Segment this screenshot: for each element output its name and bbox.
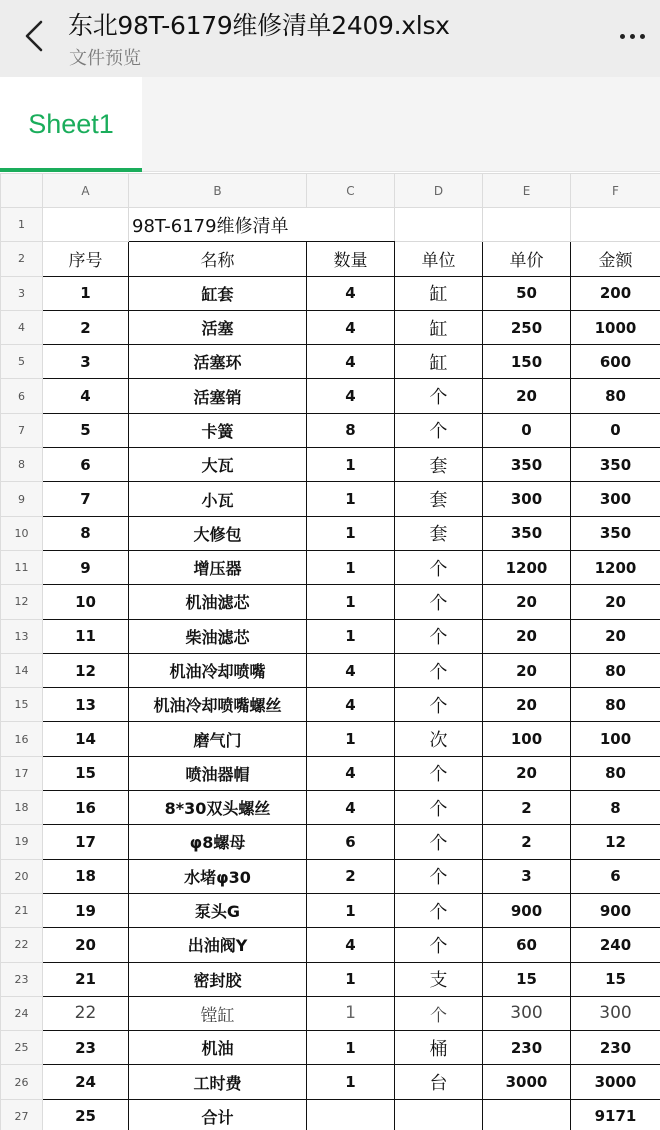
title-bar xyxy=(0,0,660,77)
row-number[interactable]: 15 xyxy=(1,688,43,722)
cell-name[interactable]: 缸套 xyxy=(129,276,307,310)
cell-name[interactable]: 镗缸 xyxy=(129,996,307,1030)
cell-name[interactable]: 活塞销 xyxy=(129,379,307,413)
cell-quantity[interactable]: 1 xyxy=(307,1031,395,1065)
cell-unit[interactable]: 缸 xyxy=(395,310,483,344)
cell-price[interactable]: 230 xyxy=(483,1031,571,1065)
cell-quantity[interactable]: 1 xyxy=(307,962,395,996)
table-row xyxy=(1,585,660,619)
cell-amount[interactable]: 20 xyxy=(571,619,660,653)
cell-amount[interactable]: 9171 xyxy=(571,1099,660,1130)
table-row xyxy=(1,413,660,447)
active-tab-indicator xyxy=(0,168,142,172)
row-number[interactable]: 7 xyxy=(1,413,43,447)
cell-name[interactable]: 大修包 xyxy=(129,516,307,550)
cell-unit[interactable]: 个 xyxy=(395,996,483,1030)
cell-name[interactable]: 机油冷却喷嘴 xyxy=(129,653,307,687)
cell-quantity[interactable]: 1 xyxy=(307,585,395,619)
cell-name[interactable]: 卡簧 xyxy=(129,413,307,447)
cell-quantity[interactable]: 1 xyxy=(307,482,395,516)
cell-index[interactable]: 10 xyxy=(43,585,129,619)
cell-index[interactable]: 20 xyxy=(43,928,129,962)
cell-amount[interactable]: 350 xyxy=(571,448,660,482)
back-button[interactable] xyxy=(14,14,54,58)
table-row xyxy=(1,208,660,242)
cell-amount[interactable]: 0 xyxy=(571,413,660,447)
cell-amount[interactable]: 300 xyxy=(571,482,660,516)
cell-f1[interactable] xyxy=(571,208,660,242)
cell-price[interactable]: 50 xyxy=(483,276,571,310)
cell-d1[interactable] xyxy=(395,208,483,242)
cell-price[interactable]: 900 xyxy=(483,893,571,927)
cell-index[interactable]: 19 xyxy=(43,893,129,927)
cell-name[interactable]: 大瓦 xyxy=(129,448,307,482)
row-number[interactable]: 22 xyxy=(1,928,43,962)
cell-unit[interactable]: 桶 xyxy=(395,1031,483,1065)
cell-name[interactable]: 8*30双头螺丝 xyxy=(129,791,307,825)
cell-quantity[interactable]: 8 xyxy=(307,413,395,447)
table-row xyxy=(1,1099,660,1130)
more-dot-icon xyxy=(640,34,645,39)
cell-price[interactable]: 250 xyxy=(483,310,571,344)
cell-quantity[interactable]: 1 xyxy=(307,996,395,1030)
cell-index[interactable]: 8 xyxy=(43,516,129,550)
cell-a1[interactable] xyxy=(43,208,129,242)
cell-index[interactable]: 23 xyxy=(43,1031,129,1065)
cell-price[interactable]: 0 xyxy=(483,413,571,447)
cell-unit[interactable]: 个 xyxy=(395,893,483,927)
more-dot-icon xyxy=(630,34,635,39)
cell-name[interactable]: 活塞 xyxy=(129,310,307,344)
cell-price[interactable]: 20 xyxy=(483,756,571,790)
table-row xyxy=(1,962,660,996)
row-number[interactable]: 14 xyxy=(1,653,43,687)
cell-quantity[interactable]: 4 xyxy=(307,653,395,687)
table-row xyxy=(1,310,660,344)
cell-unit[interactable]: 个 xyxy=(395,825,483,859)
cell-amount[interactable]: 15 xyxy=(571,962,660,996)
cell-quantity[interactable]: 1 xyxy=(307,893,395,927)
cell-name[interactable]: 出油阀Y xyxy=(129,928,307,962)
row-number[interactable]: 13 xyxy=(1,619,43,653)
cell-unit[interactable]: 个 xyxy=(395,619,483,653)
cell-unit[interactable]: 缸 xyxy=(395,276,483,310)
cell-amount[interactable]: 600 xyxy=(571,345,660,379)
cell-price[interactable]: 350 xyxy=(483,448,571,482)
cell-index[interactable]: 18 xyxy=(43,859,129,893)
cell-name[interactable]: 合计 xyxy=(129,1099,307,1130)
header-cell-name[interactable]: 名称 xyxy=(129,242,307,276)
cell-unit[interactable]: 个 xyxy=(395,550,483,584)
row-number[interactable]: 8 xyxy=(1,448,43,482)
cell-index[interactable]: 11 xyxy=(43,619,129,653)
cell-index[interactable]: 3 xyxy=(43,345,129,379)
header-cell-amount[interactable]: 金额 xyxy=(571,242,660,276)
column-header-b[interactable]: B xyxy=(129,174,307,208)
table-header-row xyxy=(1,242,660,276)
chevron-left-icon xyxy=(23,19,45,53)
tab-sheet1[interactable] xyxy=(0,77,142,172)
cell-quantity[interactable]: 1 xyxy=(307,448,395,482)
file-title: 东北98T-6179维修清单2409.xlsx xyxy=(68,11,450,40)
cell-quantity[interactable]: 4 xyxy=(307,379,395,413)
cell-name[interactable]: 泵头G xyxy=(129,893,307,927)
cell-index[interactable]: 9 xyxy=(43,550,129,584)
cell-quantity[interactable]: 4 xyxy=(307,688,395,722)
cell-index[interactable]: 12 xyxy=(43,653,129,687)
table-row xyxy=(1,550,660,584)
cell-unit[interactable]: 个 xyxy=(395,791,483,825)
cell-price[interactable]: 150 xyxy=(483,345,571,379)
cell-name[interactable]: 柴油滤芯 xyxy=(129,619,307,653)
table-row xyxy=(1,379,660,413)
row-number[interactable]: 21 xyxy=(1,893,43,927)
cell-name[interactable]: φ8螺母 xyxy=(129,825,307,859)
cell-name[interactable]: 增压器 xyxy=(129,550,307,584)
row-number[interactable]: 20 xyxy=(1,859,43,893)
row-number[interactable]: 6 xyxy=(1,379,43,413)
cell-amount[interactable]: 80 xyxy=(571,379,660,413)
more-dot-icon xyxy=(620,34,625,39)
cell-amount[interactable]: 80 xyxy=(571,756,660,790)
row-number[interactable]: 2 xyxy=(1,242,43,276)
row-number[interactable]: 24 xyxy=(1,996,43,1030)
cell-unit[interactable]: 个 xyxy=(395,756,483,790)
column-header-d[interactable]: D xyxy=(395,174,483,208)
cell-price[interactable]: 20 xyxy=(483,379,571,413)
cell-amount[interactable]: 80 xyxy=(571,653,660,687)
cell-quantity[interactable]: 4 xyxy=(307,791,395,825)
table-row xyxy=(1,825,660,859)
table-row xyxy=(1,996,660,1030)
cell-unit[interactable]: 个 xyxy=(395,688,483,722)
row-number[interactable]: 26 xyxy=(1,1065,43,1099)
cell-unit[interactable] xyxy=(395,1099,483,1130)
column-header-e[interactable]: E xyxy=(483,174,571,208)
file-subtitle: 文件预览 xyxy=(69,48,141,69)
cell-unit[interactable]: 套 xyxy=(395,516,483,550)
cell-amount[interactable]: 1000 xyxy=(571,310,660,344)
cell-quantity[interactable]: 4 xyxy=(307,756,395,790)
table-row xyxy=(1,893,660,927)
cell-price[interactable]: 300 xyxy=(483,482,571,516)
cell-amount[interactable]: 6 xyxy=(571,859,660,893)
cell-price[interactable]: 20 xyxy=(483,585,571,619)
table-row xyxy=(1,653,660,687)
cell-price[interactable]: 20 xyxy=(483,688,571,722)
table-row xyxy=(1,516,660,550)
cell-index[interactable]: 2 xyxy=(43,310,129,344)
cell-quantity[interactable]: 2 xyxy=(307,859,395,893)
cell-name[interactable]: 机油 xyxy=(129,1031,307,1065)
cell-price[interactable]: 1200 xyxy=(483,550,571,584)
cell-index[interactable]: 16 xyxy=(43,791,129,825)
cell-amount[interactable]: 8 xyxy=(571,791,660,825)
cell-unit[interactable]: 个 xyxy=(395,928,483,962)
table-row xyxy=(1,345,660,379)
cell-name[interactable]: 小瓦 xyxy=(129,482,307,516)
column-header-a[interactable]: A xyxy=(43,174,129,208)
cell-name[interactable]: 喷油器帽 xyxy=(129,756,307,790)
row-number[interactable]: 17 xyxy=(1,756,43,790)
table-row xyxy=(1,722,660,756)
table-row xyxy=(1,928,660,962)
cell-name[interactable]: 机油滤芯 xyxy=(129,585,307,619)
row-number[interactable]: 12 xyxy=(1,585,43,619)
cell-quantity[interactable]: 1 xyxy=(307,550,395,584)
cell-amount[interactable]: 100 xyxy=(571,722,660,756)
cell-amount[interactable]: 350 xyxy=(571,516,660,550)
cell-price[interactable]: 3 xyxy=(483,859,571,893)
table-row xyxy=(1,1065,660,1099)
cell-unit[interactable]: 套 xyxy=(395,482,483,516)
row-number[interactable]: 1 xyxy=(1,208,43,242)
table-row xyxy=(1,1031,660,1065)
cell-quantity[interactable]: 1 xyxy=(307,722,395,756)
cell-quantity[interactable]: 4 xyxy=(307,345,395,379)
cell-price[interactable]: 300 xyxy=(483,996,571,1030)
header-cell-price[interactable]: 单价 xyxy=(483,242,571,276)
cell-name[interactable]: 密封胶 xyxy=(129,962,307,996)
cell-quantity[interactable]: 1 xyxy=(307,516,395,550)
row-number[interactable]: 5 xyxy=(1,345,43,379)
header-cell-unit[interactable]: 单位 xyxy=(395,242,483,276)
cell-index[interactable]: 24 xyxy=(43,1065,129,1099)
sheet-title-cell[interactable]: 98T-6179维修清单 xyxy=(129,208,395,242)
cell-price[interactable]: 20 xyxy=(483,653,571,687)
cell-index[interactable]: 14 xyxy=(43,722,129,756)
cell-name[interactable]: 机油冷却喷嘴螺丝 xyxy=(129,688,307,722)
cell-price[interactable]: 3000 xyxy=(483,1065,571,1099)
cell-index[interactable]: 13 xyxy=(43,688,129,722)
cell-name[interactable]: 磨气门 xyxy=(129,722,307,756)
cell-unit[interactable]: 套 xyxy=(395,448,483,482)
cell-unit[interactable]: 缸 xyxy=(395,345,483,379)
cell-amount[interactable]: 3000 xyxy=(571,1065,660,1099)
row-number[interactable]: 25 xyxy=(1,1031,43,1065)
cell-index[interactable]: 22 xyxy=(43,996,129,1030)
cell-amount[interactable]: 80 xyxy=(571,688,660,722)
cell-price[interactable]: 350 xyxy=(483,516,571,550)
cell-price[interactable]: 60 xyxy=(483,928,571,962)
cell-price[interactable] xyxy=(483,1099,571,1130)
cell-unit[interactable]: 个 xyxy=(395,859,483,893)
cell-amount[interactable]: 1200 xyxy=(571,550,660,584)
corner-cell xyxy=(1,174,43,208)
cell-price[interactable]: 100 xyxy=(483,722,571,756)
table-row xyxy=(1,482,660,516)
cell-price[interactable]: 2 xyxy=(483,825,571,859)
sheet-table xyxy=(0,173,660,1130)
cell-price[interactable]: 20 xyxy=(483,619,571,653)
sheet-tab-bar xyxy=(0,77,660,172)
cell-amount[interactable]: 240 xyxy=(571,928,660,962)
table-row xyxy=(1,688,660,722)
spreadsheet-grid[interactable] xyxy=(0,173,660,1130)
row-number[interactable]: 18 xyxy=(1,791,43,825)
cell-amount[interactable]: 200 xyxy=(571,276,660,310)
cell-index[interactable]: 25 xyxy=(43,1099,129,1130)
row-number[interactable]: 11 xyxy=(1,550,43,584)
table-row xyxy=(1,756,660,790)
cell-name[interactable]: 水堵φ30 xyxy=(129,859,307,893)
cell-amount[interactable]: 230 xyxy=(571,1031,660,1065)
more-options-button[interactable] xyxy=(612,18,652,54)
cell-index[interactable]: 7 xyxy=(43,482,129,516)
table-row xyxy=(1,619,660,653)
cell-quantity[interactable]: 4 xyxy=(307,310,395,344)
cell-quantity[interactable]: 4 xyxy=(307,928,395,962)
table-row xyxy=(1,448,660,482)
row-number[interactable]: 19 xyxy=(1,825,43,859)
row-number[interactable]: 4 xyxy=(1,310,43,344)
cell-unit[interactable]: 个 xyxy=(395,585,483,619)
table-row xyxy=(1,859,660,893)
cell-amount[interactable]: 12 xyxy=(571,825,660,859)
cell-quantity[interactable]: 1 xyxy=(307,1065,395,1099)
cell-amount[interactable]: 300 xyxy=(571,996,660,1030)
header-cell-index[interactable]: 序号 xyxy=(43,242,129,276)
table-row xyxy=(1,276,660,310)
cell-quantity[interactable]: 1 xyxy=(307,619,395,653)
cell-e1[interactable] xyxy=(483,208,571,242)
cell-index[interactable]: 6 xyxy=(43,448,129,482)
cell-index[interactable]: 5 xyxy=(43,413,129,447)
row-number[interactable]: 16 xyxy=(1,722,43,756)
cell-amount[interactable]: 900 xyxy=(571,893,660,927)
cell-unit[interactable]: 支 xyxy=(395,962,483,996)
cell-name[interactable]: 工时费 xyxy=(129,1065,307,1099)
column-header-c[interactable]: C xyxy=(307,174,395,208)
cell-quantity[interactable] xyxy=(307,1099,395,1130)
row-number[interactable]: 23 xyxy=(1,962,43,996)
cell-index[interactable]: 1 xyxy=(43,276,129,310)
cell-unit[interactable]: 个 xyxy=(395,413,483,447)
cell-unit[interactable]: 台 xyxy=(395,1065,483,1099)
cell-quantity[interactable]: 4 xyxy=(307,276,395,310)
tab-label: Sheet1 xyxy=(28,109,114,139)
cell-price[interactable]: 2 xyxy=(483,791,571,825)
header-cell-quantity[interactable]: 数量 xyxy=(307,242,395,276)
cell-index[interactable]: 15 xyxy=(43,756,129,790)
cell-unit[interactable]: 个 xyxy=(395,653,483,687)
cell-price[interactable]: 15 xyxy=(483,962,571,996)
row-number[interactable]: 3 xyxy=(1,276,43,310)
cell-amount[interactable]: 20 xyxy=(571,585,660,619)
row-number[interactable]: 9 xyxy=(1,482,43,516)
cell-unit[interactable]: 个 xyxy=(395,379,483,413)
cell-index[interactable]: 17 xyxy=(43,825,129,859)
cell-quantity[interactable]: 6 xyxy=(307,825,395,859)
cell-unit[interactable]: 次 xyxy=(395,722,483,756)
row-number[interactable]: 27 xyxy=(1,1099,43,1130)
table-row xyxy=(1,791,660,825)
cell-name[interactable]: 活塞环 xyxy=(129,345,307,379)
row-number[interactable]: 10 xyxy=(1,516,43,550)
column-header-f[interactable]: F xyxy=(571,174,660,208)
column-header-row xyxy=(1,174,660,208)
cell-index[interactable]: 4 xyxy=(43,379,129,413)
cell-index[interactable]: 21 xyxy=(43,962,129,996)
